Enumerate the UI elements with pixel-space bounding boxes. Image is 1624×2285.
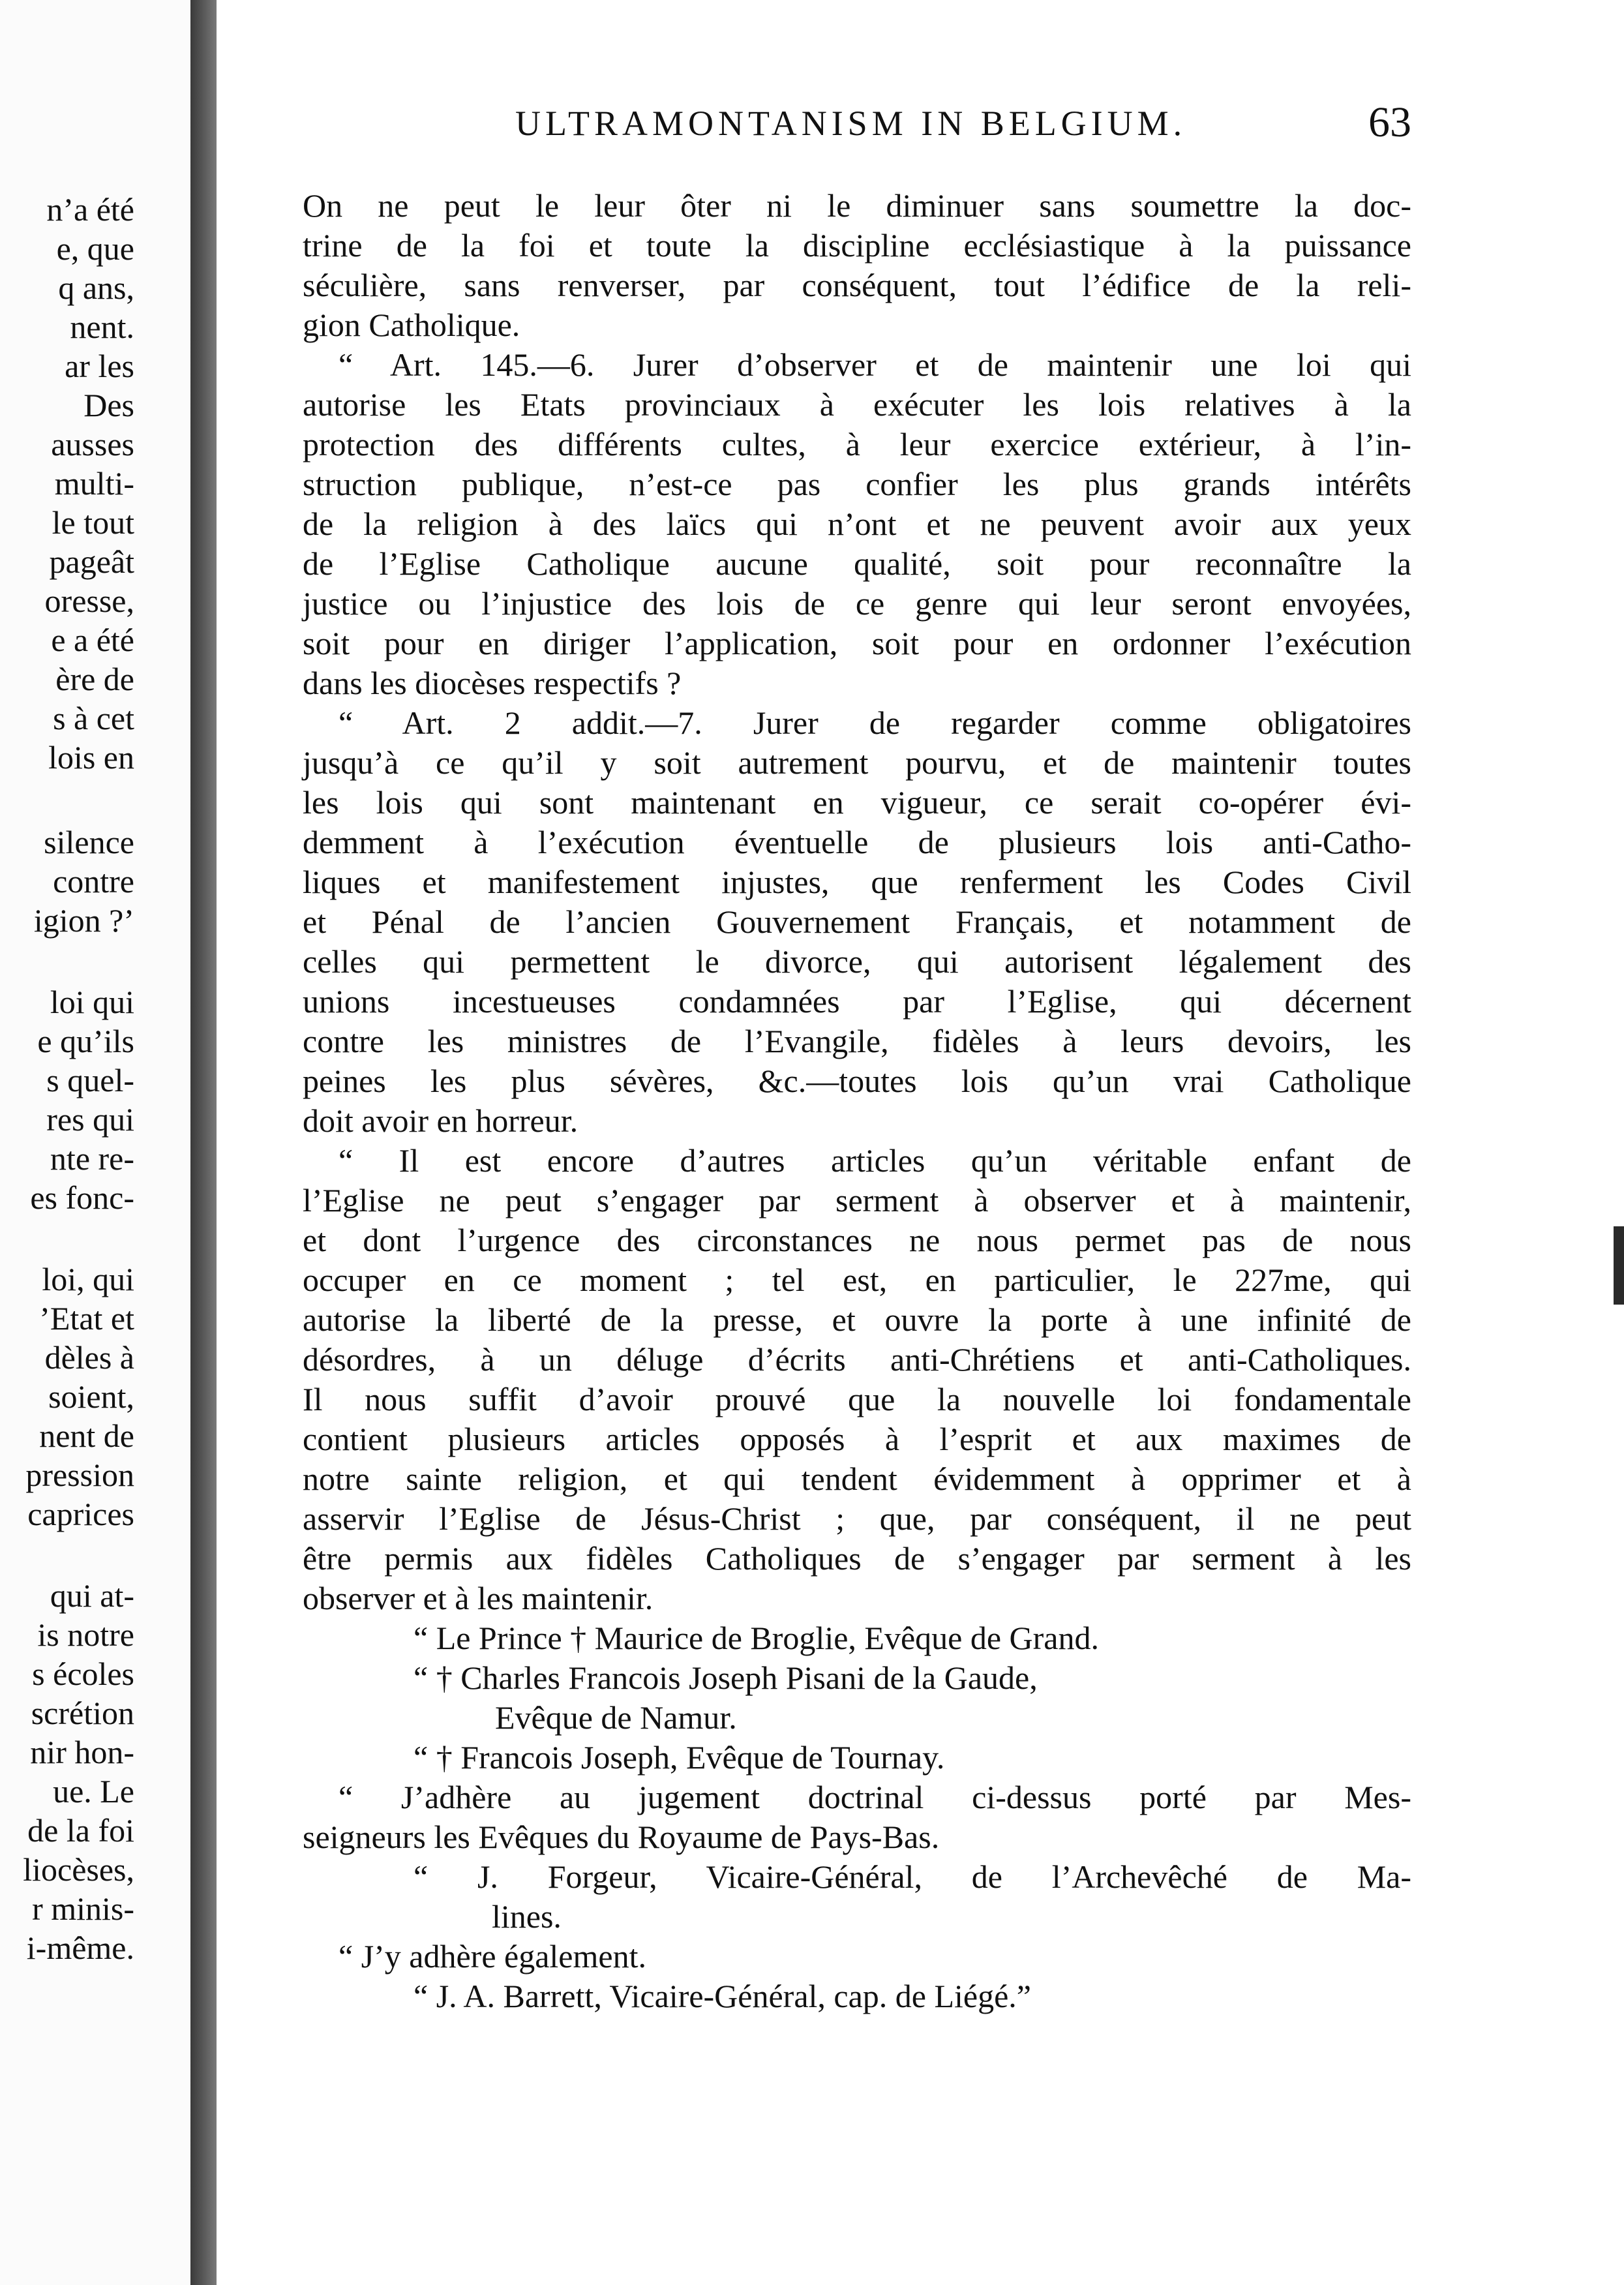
- body-text-line: occuper en ce moment ; tel est, en particulier, le 227me, qui: [303, 1262, 1411, 1298]
- running-head: ULTRAMONTANISM IN BELGIUM.: [515, 104, 1187, 143]
- body-text-line: jusqu’à ce qu’il y soit autrement pourvu, et de maintenir toutes: [303, 744, 1411, 781]
- body-text-line: celles qui permettent le divorce, qui autorisent légalement des: [303, 943, 1411, 980]
- left-page-line: scrétion: [31, 1695, 134, 1731]
- left-page-line: oresse,: [44, 583, 134, 619]
- body-text-line: “ Art. 2 addit.—7. Jurer de regarder comme obligatoires: [338, 704, 1411, 741]
- left-page-line: de la foi: [27, 1812, 134, 1849]
- left-page-line: pression: [25, 1457, 134, 1493]
- body-text-line: dans les diocèses respectifs ?: [303, 665, 682, 701]
- body-text-line: justice ou l’injustice des lois de ce genre qui leur seront envoyées,: [303, 585, 1411, 622]
- closing-text-line: lines.: [492, 1898, 562, 1935]
- body-text-line: et dont l’urgence des circonstances ne nous permet pas de nous: [303, 1222, 1411, 1258]
- body-text-line: notre sainte religion, et qui tendent évidemment à opprimer et à: [303, 1460, 1411, 1497]
- left-page-line: q ans,: [58, 269, 134, 306]
- signature-line: “ † Charles Francois Joseph Pisani de la Gaude,: [414, 1659, 1038, 1696]
- edge-shadow: [1614, 1226, 1624, 1305]
- closing-text-line: “ J’y adhère également.: [338, 1938, 646, 1975]
- body-text-line: liques et manifestement injustes, que renferment les Codes Civil: [303, 864, 1411, 900]
- body-text-line: contient plusieurs articles opposés à l’esprit et aux maximes de: [303, 1421, 1411, 1457]
- closing-text-line: “ J. Forgeur, Vicaire-Général, de l’Archevêché de Ma-: [414, 1858, 1411, 1895]
- left-page-line: dèles à: [44, 1339, 134, 1376]
- left-page-line: nir hon-: [30, 1734, 134, 1770]
- left-page-line: nent de: [39, 1417, 134, 1454]
- signature-line: Evêque de Namur.: [495, 1699, 737, 1736]
- body-text-line: struction publique, n’est-ce pas confier les plus grands intérêts: [303, 466, 1411, 502]
- book-spine-gutter: [190, 0, 217, 2285]
- body-text-line: protection des différents cultes, à leur exercice extérieur, à l’in-: [303, 426, 1411, 462]
- page-number: 63: [1368, 98, 1411, 146]
- left-page-line: nte re-: [50, 1140, 134, 1177]
- left-page-line: ar les: [65, 348, 134, 384]
- body-text-line: demment à l’exécution éventuelle de plusieurs lois anti-Catho-: [303, 824, 1411, 860]
- left-page-line: ère de: [55, 661, 134, 697]
- left-page-line: le tout: [52, 504, 134, 541]
- body-text-line: unions incestueuses condamnées par l’Eglise, qui décernent: [303, 983, 1411, 1020]
- left-page-line: s quel-: [46, 1062, 134, 1098]
- body-text-line: doit avoir en horreur.: [303, 1102, 579, 1139]
- closing-text-line: “ J. A. Barrett, Vicaire-Général, cap. de Liégé.”: [414, 1978, 1031, 2014]
- body-text-line: trine de la foi et toute la discipline ecclésiastique à la puissance: [303, 227, 1411, 264]
- body-text-line: asservir l’Eglise de Jésus-Christ ; que, par conséquent, il ne peut: [303, 1500, 1411, 1537]
- left-page-line: ue. Le: [53, 1773, 134, 1809]
- body-text-line: “ Art. 145.—6. Jurer d’observer et de maintenir une loi qui: [338, 346, 1411, 383]
- body-text-line: observer et à les maintenir.: [303, 1580, 654, 1616]
- left-page-line: loi qui: [50, 984, 134, 1020]
- left-page-line: qui at-: [50, 1577, 134, 1614]
- left-page-line: s écoles: [32, 1656, 134, 1692]
- left-page-line: is notre: [37, 1616, 134, 1653]
- body-text-line: gion Catholique.: [303, 307, 520, 343]
- left-page-line: i-même.: [26, 1929, 134, 1966]
- body-text-line: contre les ministres de l’Evangile, fidèles à leurs devoirs, les: [303, 1023, 1411, 1059]
- closing-text-line: seigneurs les Evêques du Royaume de Pays-Bas.: [303, 1819, 940, 1855]
- left-page-fragment: [0, 0, 190, 2285]
- signature-line: “ † Francois Joseph, Evêque de Tournay.: [414, 1739, 945, 1776]
- left-page-line: contre: [53, 863, 134, 900]
- left-page-line: caprices: [27, 1496, 134, 1532]
- left-page-line: e, que: [56, 230, 134, 267]
- left-page-line: e qu’ils: [37, 1023, 134, 1059]
- left-page-line: n’a été: [46, 191, 134, 228]
- signature-line: “ Le Prince † Maurice de Broglie, Evêque de Grand.: [414, 1620, 1099, 1656]
- left-page-line: res qui: [46, 1101, 134, 1138]
- left-page-line: igion ?’: [33, 902, 134, 939]
- body-text-line: de l’Eglise Catholique aucune qualité, soit pour reconnaître la: [303, 545, 1411, 582]
- body-text-line: soit pour en diriger l’application, soit pour en ordonner l’exécution: [303, 625, 1411, 661]
- left-page-line: lois en: [48, 739, 134, 776]
- left-page-line: ausses: [51, 426, 134, 462]
- body-text-line: et Pénal de l’ancien Gouvernement Français, et notamment de: [303, 903, 1411, 940]
- left-page-line: liocèses,: [23, 1851, 134, 1888]
- left-page-line: silence: [44, 824, 134, 860]
- body-text-line: être permis aux fidèles Catholiques de s’engager par serment à les: [303, 1540, 1411, 1577]
- body-text-line: autorise la liberté de la presse, et ouvre la porte à une infinité de: [303, 1301, 1411, 1338]
- body-text-line: autorise les Etats provinciaux à exécuter les lois relatives à la: [303, 386, 1411, 423]
- page-body-text: [303, 186, 1411, 2016]
- left-page-line: soient,: [48, 1378, 134, 1415]
- closing-text-line: “ J’adhère au jugement doctrinal ci-dessus porté par Mes-: [338, 1779, 1411, 1815]
- body-text-line: séculière, sans renverser, par conséquent, tout l’édifice de la reli-: [303, 267, 1411, 303]
- body-text-line: désordres, à un déluge d’écrits anti-Chrétiens et anti-Catholiques.: [303, 1341, 1411, 1378]
- left-page-line: loi, qui: [42, 1261, 134, 1297]
- left-page-line: Des: [83, 387, 134, 423]
- left-page-line: es fonc-: [30, 1179, 134, 1216]
- left-page-line: r minis-: [32, 1890, 134, 1927]
- body-text-line: “ Il est encore d’autres articles qu’un véritable enfant de: [338, 1142, 1411, 1179]
- left-page-line: nent.: [70, 309, 134, 345]
- body-text-line: les lois qui sont maintenant en vigueur, ce serait co-opérer évi-: [303, 784, 1411, 821]
- left-page-line: ’Etat et: [39, 1300, 134, 1337]
- body-text-line: l’Eglise ne peut s’engager par serment à observer et à maintenir,: [303, 1182, 1411, 1218]
- body-text-line: peines les plus sévères, &c.—toutes lois qu’un vrai Catholique: [303, 1063, 1411, 1099]
- body-text-line: de la religion à des laïcs qui n’ont et ne peuvent avoir aux yeux: [303, 506, 1411, 542]
- body-text-line: On ne peut le leur ôter ni le diminuer sans soumettre la doc-: [303, 187, 1411, 224]
- left-page-line: e a été: [51, 622, 134, 658]
- left-page-line: pageât: [49, 543, 134, 580]
- left-page-line: s à cet: [53, 700, 134, 736]
- left-page-line: multi-: [54, 465, 134, 502]
- body-text-line: Il nous suffit d’avoir prouvé que la nouvelle loi fondamentale: [303, 1381, 1411, 1417]
